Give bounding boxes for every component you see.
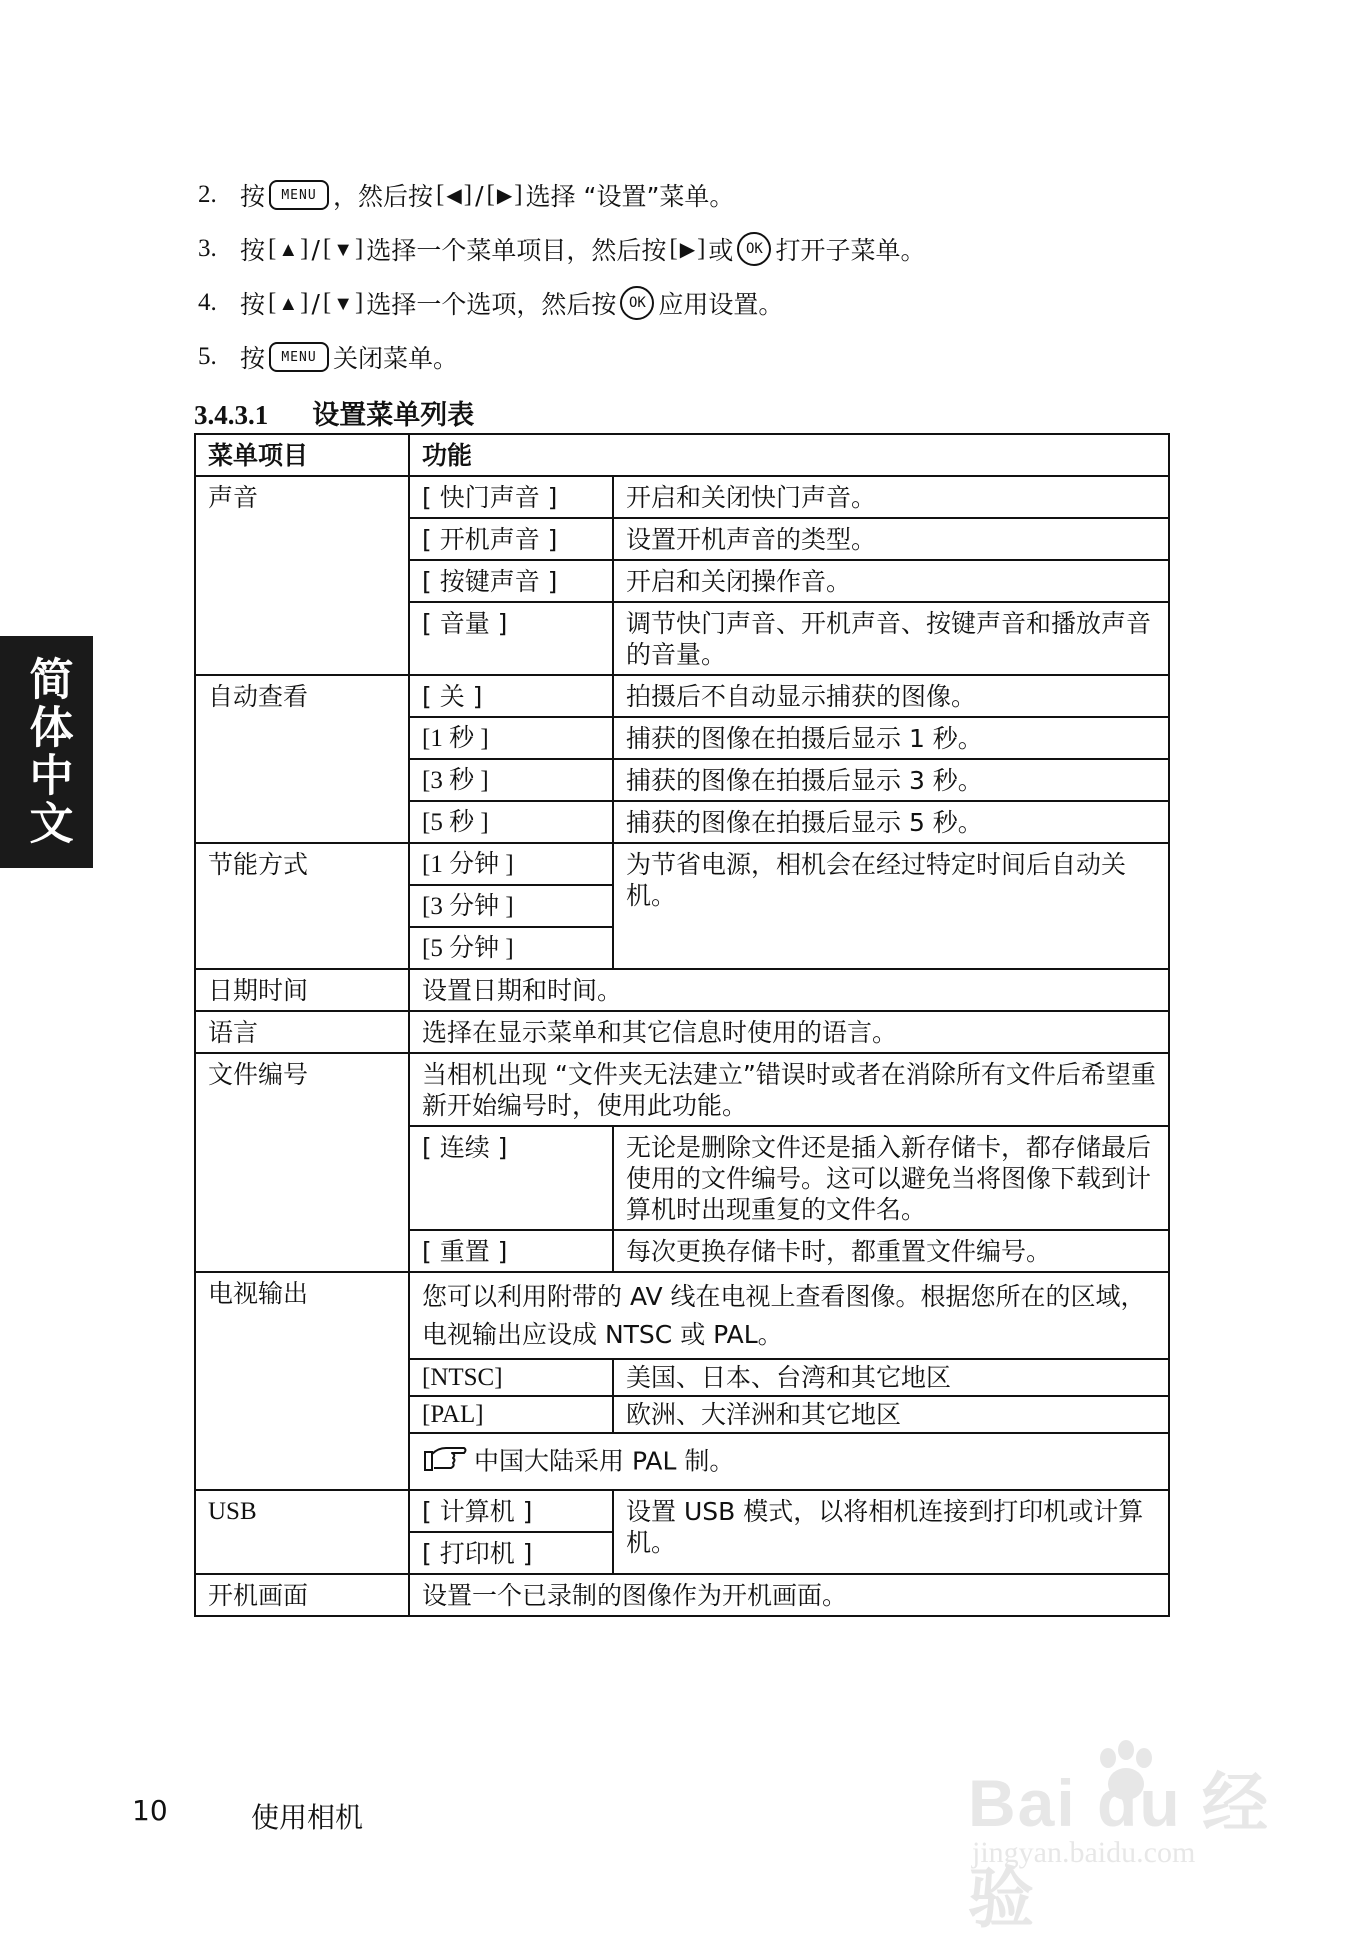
table-row: [195, 969, 1169, 1011]
table-row: [195, 1574, 1169, 1616]
step-text: 应用设置。: [658, 290, 784, 319]
table-row: [195, 675, 1169, 717]
description-cell: 选择在显示菜单和其它信息时使用的语言。: [409, 1011, 1169, 1053]
option-cell: [ 快门声音 ]: [409, 476, 613, 518]
step-text: 按: [240, 344, 266, 373]
menu-key-icon: MENU: [269, 180, 329, 210]
row-label-tv-out: 电视输出: [195, 1272, 409, 1490]
option-cell: [5 秒 ]: [409, 801, 613, 843]
row-label-power-save: 节能方式: [195, 843, 409, 969]
table-row: [195, 843, 1169, 885]
instruction-steps: [198, 168, 1198, 384]
step-number: 4.: [198, 289, 217, 316]
step-text: /: [311, 234, 320, 264]
ok-key-icon: OK: [737, 232, 771, 266]
step-text: 打开子菜单。: [775, 236, 926, 265]
step-text: ，然后按: [333, 182, 434, 211]
table-header-row: [195, 434, 1169, 476]
description-cell: 捕获的图像在拍摄后显示 1 秒。: [613, 717, 1169, 759]
table-row: [195, 1272, 1169, 1359]
description-cell: 拍摄后不自动显示捕获的图像。: [613, 675, 1169, 717]
option-cell: [3 秒 ]: [409, 759, 613, 801]
description-cell: 设置 USB 模式，以将相机连接到打印机或计算机。: [613, 1490, 1169, 1574]
description-cell: 开启和关闭操作音。: [613, 560, 1169, 602]
option-cell: [3 分钟 ]: [409, 885, 613, 927]
step-5: [198, 330, 1198, 384]
step-text: /: [475, 180, 484, 210]
step-2: [198, 168, 1198, 222]
page-number: 10: [132, 1794, 168, 1827]
up-key-icon: [ ▲]: [268, 235, 309, 262]
option-cell: [NTSC]: [409, 1359, 613, 1396]
table-row: [195, 1490, 1169, 1532]
pointing-hand-icon: [422, 1444, 468, 1481]
language-side-tab: [0, 636, 93, 868]
step-text: 按: [240, 182, 266, 211]
step-text: /: [311, 288, 320, 318]
description-cell: 欧洲、大洋洲和其它地区: [613, 1396, 1169, 1433]
description-cell: 设置一个已录制的图像作为开机画面。: [409, 1574, 1169, 1616]
step-number: 2.: [198, 181, 217, 208]
down-key-icon: [ ▼]: [322, 289, 364, 316]
step-text: 选择一个菜单项目，然后按: [366, 236, 667, 265]
option-cell: [ 关 ]: [409, 675, 613, 717]
header-function: 功能: [409, 434, 1169, 476]
row-label-sound: 声音: [195, 476, 409, 675]
table-row: [195, 476, 1169, 518]
section-heading: [194, 393, 474, 432]
description-cell: 您可以利用附带的 AV 线在电视上查看图像。根据您所在的区域，电视输出应设成 NTSC 或 PAL。: [409, 1272, 1169, 1359]
step-text: 选择一个选项，然后按: [366, 290, 617, 319]
section-number: 3.4.3.1: [194, 400, 269, 430]
option-cell: [ 开机声音 ]: [409, 518, 613, 560]
option-cell: [PAL]: [409, 1396, 613, 1433]
description-cell: 美国、日本、台湾和其它地区: [613, 1359, 1169, 1396]
up-key-icon: [ ▲]: [268, 289, 309, 316]
down-key-icon: [ ▼]: [322, 235, 364, 262]
row-label-datetime: 日期时间: [195, 969, 409, 1011]
option-cell: [5 分钟 ]: [409, 927, 613, 969]
description-cell: 开启和关闭快门声音。: [613, 476, 1169, 518]
left-key-icon: [ ◀]: [436, 181, 473, 208]
note-cell: [409, 1433, 1169, 1490]
option-cell: [ 计算机 ]: [409, 1490, 613, 1532]
description-cell: 设置开机声音的类型。: [613, 518, 1169, 560]
description-cell: 捕获的图像在拍摄后显示 3 秒。: [613, 759, 1169, 801]
baidu-watermark: [968, 1738, 1298, 1935]
option-cell: [ 重置 ]: [409, 1230, 613, 1272]
row-label-startup-image: 开机画面: [195, 1574, 409, 1616]
option-cell: [ 音量 ]: [409, 602, 613, 675]
table-row: [195, 1011, 1169, 1053]
step-text: 按: [240, 290, 266, 319]
description-cell: 无论是删除文件还是插入新存储卡，都存储最后使用的文件编号。这可以避免当将图像下载到计算机时出现重复的文件名。: [613, 1126, 1169, 1230]
header-menu-item: 菜单项目: [195, 434, 409, 476]
description-cell: 当相机出现 “文件夹无法建立”错误时或者在消除所有文件后希望重新开始编号时，使用此功能。: [409, 1053, 1169, 1126]
option-cell: [ 打印机 ]: [409, 1532, 613, 1574]
watermark-logo: Bai du 经验: [968, 1766, 1271, 1935]
description-cell: 调节快门声音、开机声音、按键声音和播放声音的音量。: [613, 602, 1169, 675]
description-cell: 设置日期和时间。: [409, 969, 1169, 1011]
row-label-usb: USB: [195, 1490, 409, 1574]
note-text: 中国大陆采用 PAL 制。: [474, 1446, 735, 1476]
watermark-url: jingyan.baidu.com: [972, 1836, 1196, 1869]
step-3: [198, 222, 1198, 276]
option-cell: [ 按键声音 ]: [409, 560, 613, 602]
option-cell: [ 连续 ]: [409, 1126, 613, 1230]
section-title: 设置菜单列表: [312, 400, 475, 431]
option-cell: [1 秒 ]: [409, 717, 613, 759]
step-text: 按: [240, 236, 266, 265]
description-cell: 捕获的图像在拍摄后显示 5 秒。: [613, 801, 1169, 843]
settings-menu-table: [194, 433, 1170, 1617]
row-label-file-number: 文件编号: [195, 1053, 409, 1272]
right-key-icon: [ ▶]: [486, 181, 523, 208]
step-number: 5.: [198, 343, 217, 370]
right-key-icon: [ ▶]: [669, 235, 706, 262]
description-cell: 为节省电源，相机会在经过特定时间后自动关机。: [613, 843, 1169, 969]
option-cell: [1 分钟 ]: [409, 843, 613, 885]
footer-section-title: 使用相机: [251, 1801, 364, 1834]
step-4: [198, 276, 1198, 330]
step-number: 3.: [198, 235, 217, 262]
menu-key-icon: MENU: [269, 342, 329, 372]
step-text: 关闭菜单。: [333, 344, 459, 373]
step-text: 选择 “设置”菜单。: [525, 182, 735, 211]
description-cell: 每次更换存储卡时，都重置文件编号。: [613, 1230, 1169, 1272]
row-label-language: 语言: [195, 1011, 409, 1053]
row-label-auto-review: 自动查看: [195, 675, 409, 843]
side-tab-label: 简体中文: [21, 656, 73, 848]
step-text: 或: [708, 236, 734, 265]
table-row: [195, 1053, 1169, 1126]
ok-key-icon: OK: [620, 286, 654, 320]
